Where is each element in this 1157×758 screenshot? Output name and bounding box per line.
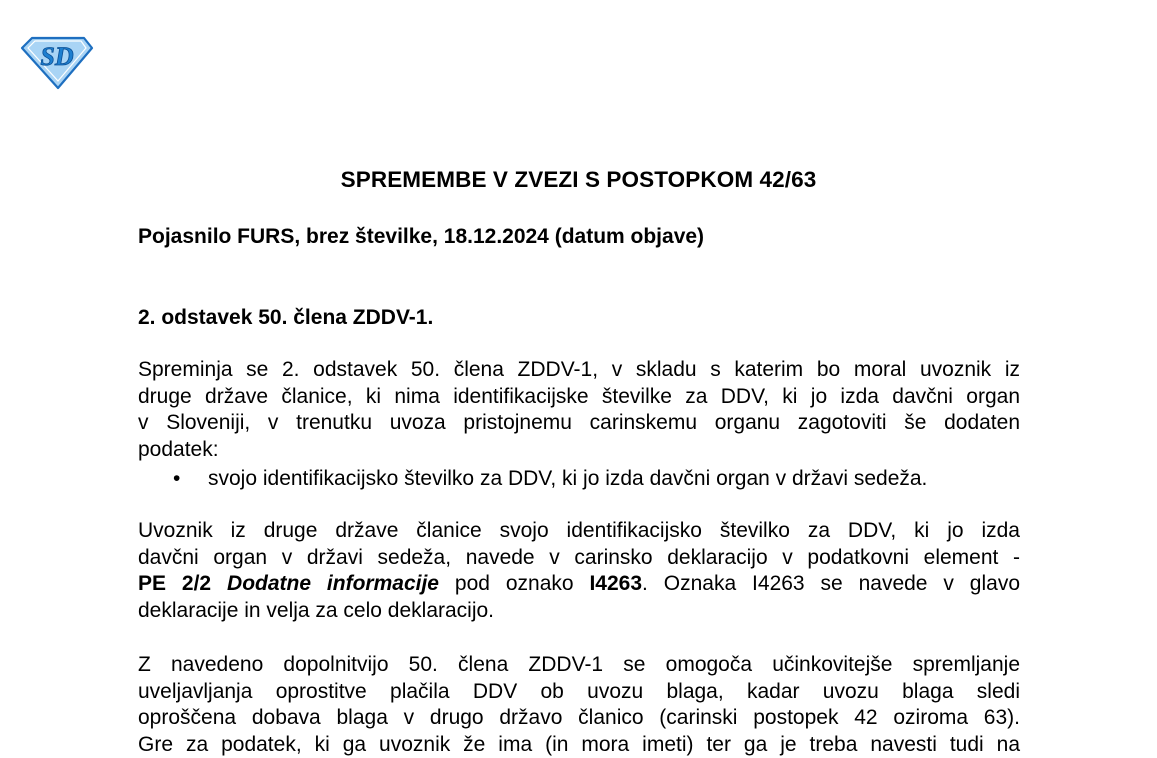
paragraph-2-line xyxy=(138,571,1020,598)
paragraph-2-line: deklaracije in velja za celo deklaracijo. xyxy=(138,598,495,622)
paragraph-1-line: Spreminja se 2. odstavek 50. člena ZDDV-1, v skladu s katerim bo moral uvoznik iz xyxy=(138,358,1020,381)
section-heading: 2. odstavek 50. člena ZDDV-1. xyxy=(138,306,434,329)
paragraph-3-line: Z navedeno dopolnitvijo 50. člena ZDDV-1 se omogoča učinkovitejše spremljanje xyxy=(138,653,1020,676)
bullet-item: svojo identifikacijsko številko za DDV, ki jo izda davčni organ v državi sedeža. xyxy=(208,467,928,490)
document-subtitle: Pojasnilo FURS, brez številke, 18.12.2024 (datum objave) xyxy=(138,225,705,248)
paragraph-3-line: Gre za podatek, ki ga uvoznik že ima (in mora imeti) ter ga je treba navesti tudi na xyxy=(138,732,1020,756)
paragraph-1-line: podatek: xyxy=(138,437,219,461)
paragraph-1-line: v Sloveniji, v trenutku uvoza pristojnemu carinskemu organu zagotoviti še dodaten xyxy=(138,411,1020,435)
paragraph-3-line: uveljavljanja oprostitve plačila DDV ob uvozu blaga, kadar uvozu blaga sledi xyxy=(138,679,1020,703)
paragraph-2-text: . Oznaka I4263 se navede v glavo xyxy=(642,572,1021,596)
paragraph-2-line: davčni organ v državi sedeža, navede v carinsko deklaracijo v podatkovni element - xyxy=(138,545,1020,569)
logo-text: SD xyxy=(40,42,74,71)
sd-logo-icon xyxy=(20,34,94,90)
element-name: Dodatne informacije xyxy=(227,572,439,596)
paragraph-2-text: pod oznako xyxy=(438,572,590,596)
bullet-marker: • xyxy=(173,467,181,490)
document-title: SPREMEMBE V ZVEZI S POSTOPKOM 42/63 xyxy=(340,167,817,192)
paragraph-2-line: Uvoznik iz druge države članice svojo identifikacijsko številko za DDV, ki jo izda xyxy=(138,519,1020,542)
paragraph-1-line: druge države članice, ki nima identifikacijske številke za DDV, ki jo izda davčni organ xyxy=(138,384,1020,408)
paragraph-3-line: oproščena dobava blaga v drugo državo članico (carinski postopek 42 oziroma 63). xyxy=(138,706,1020,730)
label-code: I4263 xyxy=(589,572,643,596)
element-code: PE 2/2 xyxy=(138,572,228,596)
